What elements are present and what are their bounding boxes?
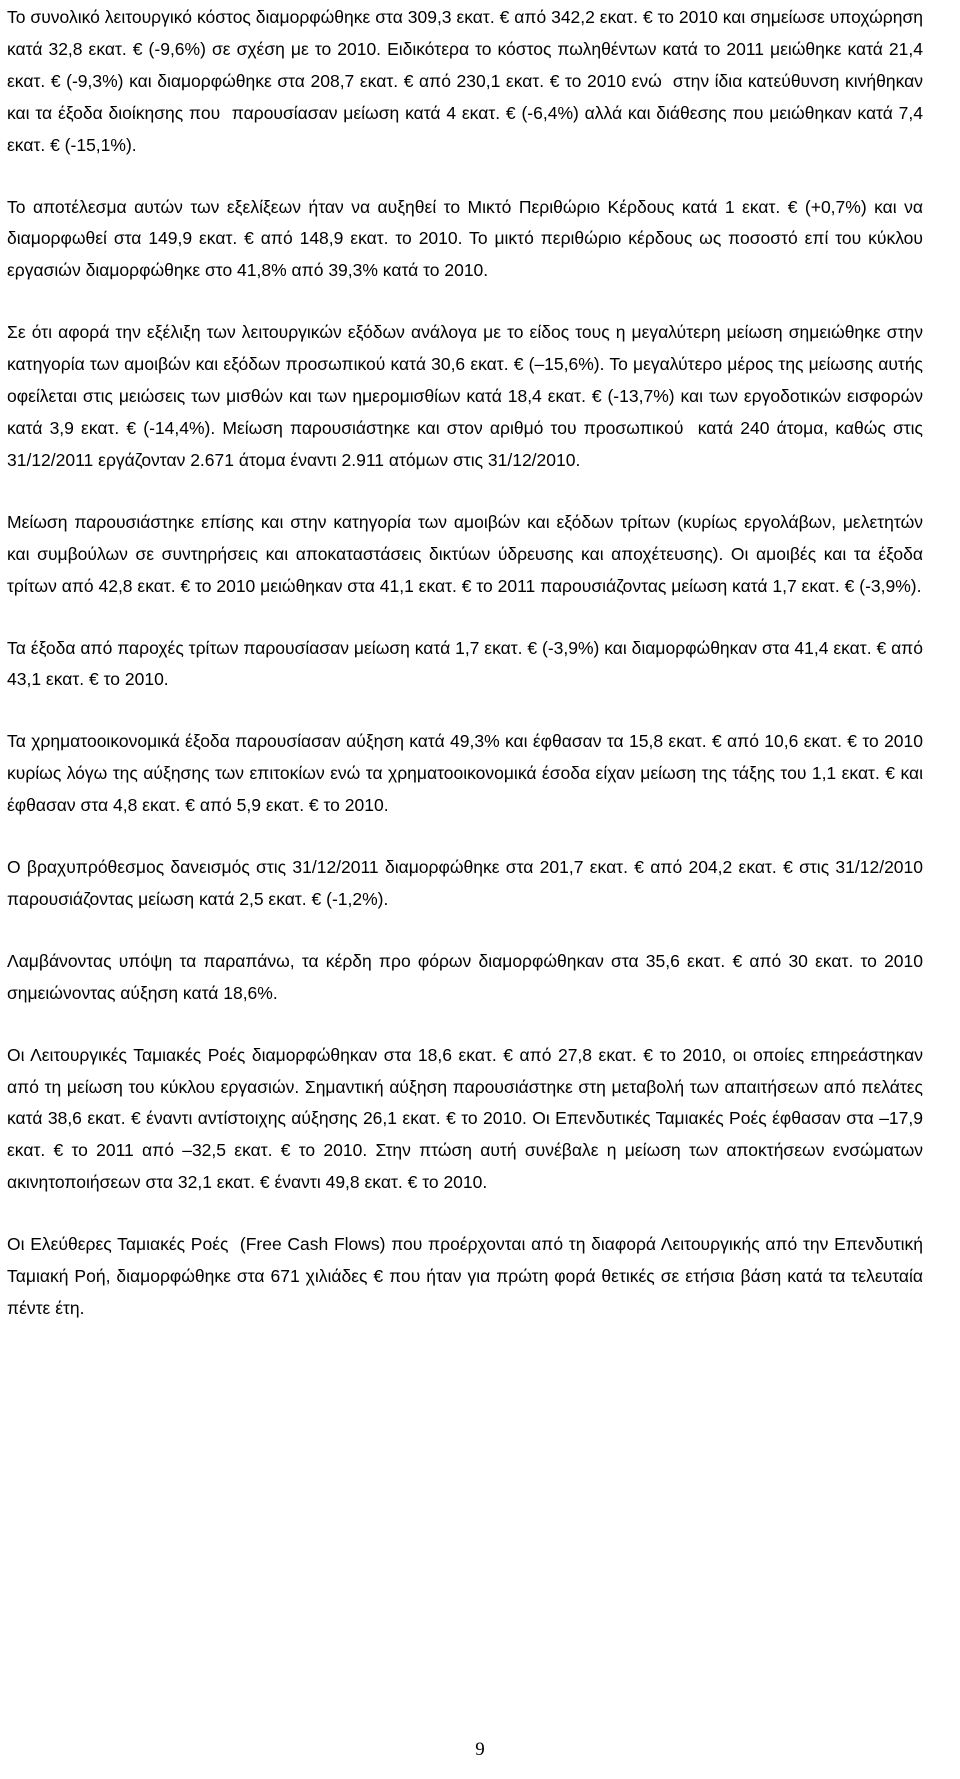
paragraph-financial-expenses: Τα χρηματοοικονομικά έξοδα παρουσίασαν αύξηση κατά 49,3% και έφθασαν τα 15,8 εκατ. € από 10,6 εκατ. € το 2010 κυρίως λόγω της αύξησης των επιτοκίων ενώ τα χρηματοοικονομικά έσοδα είχαν μείωση της τάξης του 1,1 εκατ. € και έφθασαν στα 4,8 εκατ. € από 5,9 εκατ. € το 2010. xyxy=(7,731,928,816)
paragraph-gross-margin: Το αποτέλεσμα αυτών των εξελίξεων ήταν να αυξηθεί το Μικτό Περιθώριο Κέρδους κατά 1 εκατ. € (+0,7%) και να διαμορφωθεί στα 149,9 εκατ. € από 148,9 εκατ. το 2010. Το μικτό περιθώριο κέρδους ως ποσοστό επί του κύκλου εργασιών διαμορφώθηκε στο 41,8% από 39,3% κατά το 2010. xyxy=(7,196,928,281)
paragraph-operating-cost: Το συνολικό λειτουργικό κόστος διαμορφώθηκε στα 309,3 εκατ. € από 342,2 εκατ. € το 2010 και σημείωσε υποχώρηση κατά 32,8 εκατ. € (-9,6%) σε σχέση με το 2010. Ειδικότερα το κόστος πωληθέντων κατά το 2011 μειώθηκε κατά 21,4 εκατ. € (-9,3%) και διαμορφώθηκε στα 208,7 εκατ. € από 230,1 εκατ. € το 2010 ενώ στην ίδια κατεύθυνση κινήθηκαν και τα έξοδα διοίκησης που παρουσίασαν μείωση κατά 4 εκατ. € (-6,4%) αλλά και διάθεσης που μειώθηκαν κατά 7,4 εκατ. € (-15,1%). xyxy=(7,7,928,155)
paragraph-third-party-services: Τα έξοδα από παροχές τρίτων παρουσίασαν μείωση κατά 1,7 εκατ. € (-3,9%) και διαμορφώθηκαν στα 41,4 εκατ. € από 43,1 εκατ. € το 2010. xyxy=(7,637,928,690)
paragraph-short-term-borrowing: Ο βραχυπρόθεσμος δανεισμός στις 31/12/2011 διαμορφώθηκε στα 201,7 εκατ. € από 204,2 εκατ. € στις 31/12/2010 παρουσιάζοντας μείωση κατά 2,5 εκατ. € (-1,2%). xyxy=(7,857,928,909)
paragraph-third-party-fees: Μείωση παρουσιάστηκε επίσης και στην κατηγορία των αμοιβών και εξόδων τρίτων (κυρίως εργολάβων, μελετητών και συμβούλων σε συντηρήσεις και αποκαταστάσεις δικτύων ύδρευσης και αποχέτευσης). Οι αμοιβές και τα έξοδα τρίτων από 42,8 εκατ. € το 2010 μειώθηκαν στα 41,1 εκατ. € το 2011 παρουσιάζοντας μείωση κατά 1,7 εκατ. € (-3,9%). xyxy=(7,511,928,596)
paragraph-personnel-expenses: Σε ότι αφορά την εξέλιξη των λειτουργικών εξόδων ανάλογα με το είδος τους η μεγαλύτερη μείωση σημειώθηκε στην κατηγορία των αμοιβών και εξόδων προσωπικού κατά 30,6 εκατ. € (–15,6%). Το μεγαλύτερο μέρος της μείωσης αυτής οφείλεται στις μειώσεις των μισθών και των ημερομισθίων κατά 18,4 εκατ. € (-13,7%) και των εργοδοτικών εισφορών κατά 3,9 εκατ. € (-14,4%). Μείωση παρουσιάστηκε και στον αριθμό του προσωπικού κατά 240 άτομα, καθώς στις 31/12/2011 εργάζονταν 2.671 άτομα έναντι 2.911 ατόμων στις 31/12/2010. xyxy=(7,322,928,470)
document-body xyxy=(7,2,928,1355)
paragraph-profit-before-tax: Λαμβάνοντας υπόψη τα παραπάνω, τα κέρδη προ φόρων διαμορφώθηκαν στα 35,6 εκατ. € από 30 εκατ. το 2010 σημειώνοντας αύξηση κατά 18,6%. xyxy=(7,950,928,1003)
paragraph-operating-cash-flows: Οι Λειτουργικές Ταμιακές Ροές διαμορφώθηκαν στα 18,6 εκατ. € από 27,8 εκατ. € το 2010, οι οποίες επηρεάστηκαν από τη μείωση του κύκλου εργασιών. Σημαντική αύξηση παρουσιάστηκε στη μεταβολή των απαιτήσεων από πελάτες κατά 38,6 εκατ. € έναντι αντίστοιχης αύξησης 26,1 εκατ. € το 2010. Οι Επενδυτικές Ταμιακές Ροές έφθασαν στα –17,9 εκατ. € το 2011 από –32,5 εκατ. € το 2010. Στην πτώση αυτή συνέβαλε η μείωση των αποκτήσεων ενσώματων ακινητοποιήσεων στα 32,1 εκατ. € έναντι 49,8 εκατ. € το 2010. xyxy=(7,1044,928,1193)
paragraph-free-cash-flows: Οι Ελεύθερες Ταμιακές Ροές (Free Cash Flows) που προέρχονται από τη διαφορά Λειτουργικής από την Επενδυτική Ταμιακή Ροή, διαμορφώθηκε στα 671 χιλιάδες € που ήταν για πρώτη φορά θετικές σε ετήσια βάση κατά τα τελευταία πέντε έτη. xyxy=(7,1234,928,1318)
page-number: 9 xyxy=(475,1739,485,1760)
